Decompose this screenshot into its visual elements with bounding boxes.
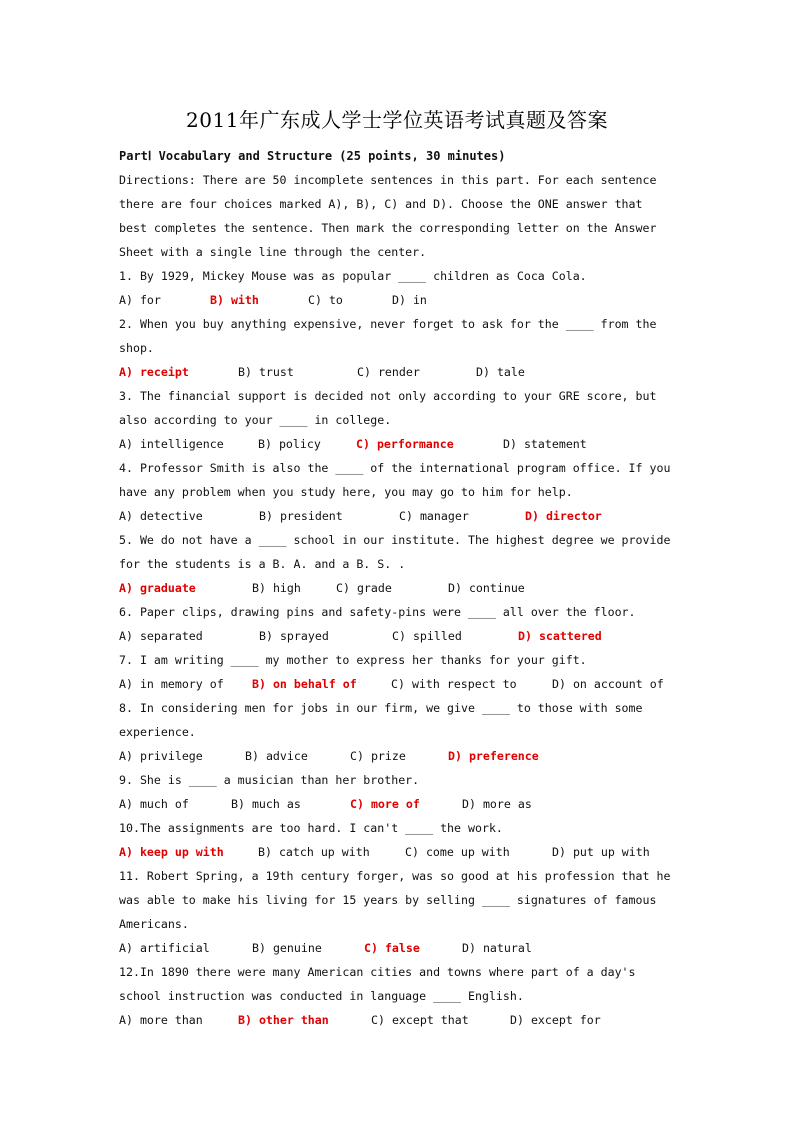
question-item — [119, 864, 684, 960]
question-item — [119, 600, 684, 648]
answer-option: D) put up with — [552, 845, 650, 859]
question-text: shop. — [119, 341, 154, 355]
answer-option: D) in — [392, 293, 427, 307]
answer-option: B) trust — [238, 365, 294, 379]
answer-option: A) separated — [119, 629, 203, 643]
answer-option: C) render — [357, 365, 420, 379]
answer-options — [119, 288, 684, 312]
correct-answer-option: B) on behalf of — [252, 677, 357, 691]
directions-line: there are four choices marked A), B), C) and D). Choose the ONE answer that — [119, 197, 643, 211]
document-title: 2011年广东成人学士学位英语考试真题及答案 — [186, 108, 608, 132]
question-text: experience. — [119, 725, 196, 739]
answer-option: C) spilled — [392, 629, 462, 643]
question-item — [119, 312, 684, 384]
question-text: 3. The financial support is decided not only according to your GRE score, but — [119, 389, 657, 403]
answer-option: C) to — [308, 293, 343, 307]
question-text: 11. Robert Spring, a 19th century forger, was so good at his profession that he — [119, 869, 671, 883]
question-text: 5. We do not have a ____ school in our institute. The highest degree we provide — [119, 533, 671, 547]
answer-option: B) president — [259, 509, 343, 523]
answer-options — [119, 360, 684, 384]
answer-option: C) grade — [336, 581, 392, 595]
answer-options — [119, 1008, 684, 1032]
question-text: 4. Professor Smith is also the ____ of the international program office. If you — [119, 461, 671, 475]
correct-answer-option: B) other than — [238, 1013, 329, 1027]
question-text: also according to your ____ in college. — [119, 413, 392, 427]
answer-option: B) catch up with — [258, 845, 370, 859]
question-text: 8. In considering men for jobs in our firm, we give ____ to those with some — [119, 701, 643, 715]
question-text: have any problem when you study here, you may go to him for help. — [119, 485, 573, 499]
answer-options — [119, 936, 684, 960]
question-text: 10.The assignments are too hard. I can't ____ the work. — [119, 821, 503, 835]
answer-options — [119, 624, 684, 648]
question-list — [119, 264, 684, 1032]
answer-option: D) continue — [448, 581, 525, 595]
question-text: 7. I am writing ____ my mother to express her thanks for your gift. — [119, 653, 587, 667]
question-item — [119, 816, 684, 864]
answer-option: B) advice — [245, 749, 308, 763]
part-heading: PartⅠ Vocabulary and Structure (25 points, 30 minutes) — [119, 149, 506, 163]
answer-option: A) in memory of — [119, 677, 224, 691]
correct-answer-option: D) director — [525, 509, 602, 523]
question-text: Americans. — [119, 917, 189, 931]
answer-options — [119, 792, 684, 816]
question-item — [119, 384, 684, 456]
correct-answer-option: D) preference — [448, 749, 539, 763]
answer-options — [119, 744, 684, 768]
answer-options — [119, 432, 684, 456]
answer-option: D) except for — [510, 1013, 601, 1027]
answer-option: B) genuine — [252, 941, 322, 955]
directions-line: Sheet with a single line through the center. — [119, 245, 427, 259]
question-item — [119, 960, 684, 1032]
directions-line: best completes the sentence. Then mark the corresponding letter on the Answer — [119, 221, 657, 235]
answer-options — [119, 672, 684, 696]
answer-option: D) on account of — [552, 677, 664, 691]
answer-option: C) manager — [399, 509, 469, 523]
question-text: school instruction was conducted in language ____ English. — [119, 989, 524, 1003]
question-text: was able to make his living for 15 years by selling ____ signatures of famous — [119, 893, 657, 907]
answer-options — [119, 504, 684, 528]
correct-answer-option: D) scattered — [518, 629, 602, 643]
answer-option: D) natural — [462, 941, 532, 955]
answer-option: A) detective — [119, 509, 203, 523]
answer-option: A) much of — [119, 797, 189, 811]
question-item — [119, 648, 684, 696]
question-text: for the students is a B. A. and a B. S. . — [119, 557, 406, 571]
answer-option: A) privilege — [119, 749, 203, 763]
question-text: 12.In 1890 there were many American cities and towns where part of a day's — [119, 965, 636, 979]
answer-option: B) policy — [258, 437, 321, 451]
question-text: 2. When you buy anything expensive, never forget to ask for the ____ from the — [119, 317, 657, 331]
answer-option: A) intelligence — [119, 437, 224, 451]
answer-option: C) with respect to — [391, 677, 517, 691]
answer-option: A) artificial — [119, 941, 210, 955]
answer-option: D) more as — [462, 797, 532, 811]
answer-option: A) more than — [119, 1013, 203, 1027]
correct-answer-option: B) with — [210, 293, 259, 307]
answer-options — [119, 840, 684, 864]
question-text: 1. By 1929, Mickey Mouse was as popular ____ children as Coca Cola. — [119, 269, 587, 283]
correct-answer-option: C) more of — [350, 797, 420, 811]
directions-line: Directions: There are 50 incomplete sentences in this part. For each sentence — [119, 173, 657, 187]
question-item — [119, 264, 684, 312]
directions — [119, 168, 684, 264]
document-body — [119, 144, 684, 1032]
answer-option: B) much as — [231, 797, 301, 811]
question-item — [119, 528, 684, 600]
correct-answer-option: A) keep up with — [119, 845, 224, 859]
answer-option: D) tale — [476, 365, 525, 379]
answer-option: A) for — [119, 293, 161, 307]
answer-options — [119, 576, 684, 600]
question-text: 6. Paper clips, drawing pins and safety-pins were ____ all over the floor. — [119, 605, 636, 619]
question-item — [119, 696, 684, 768]
correct-answer-option: C) performance — [356, 437, 454, 451]
answer-option: C) come up with — [405, 845, 510, 859]
answer-option: B) high — [252, 581, 301, 595]
correct-answer-option: C) false — [364, 941, 420, 955]
question-text: 9. She is ____ a musician than her brother. — [119, 773, 420, 787]
answer-option: C) prize — [350, 749, 406, 763]
answer-option: B) sprayed — [259, 629, 329, 643]
correct-answer-option: A) receipt — [119, 365, 189, 379]
answer-option: D) statement — [503, 437, 587, 451]
question-item — [119, 768, 684, 816]
answer-option: C) except that — [371, 1013, 469, 1027]
correct-answer-option: A) graduate — [119, 581, 196, 595]
question-item — [119, 456, 684, 528]
